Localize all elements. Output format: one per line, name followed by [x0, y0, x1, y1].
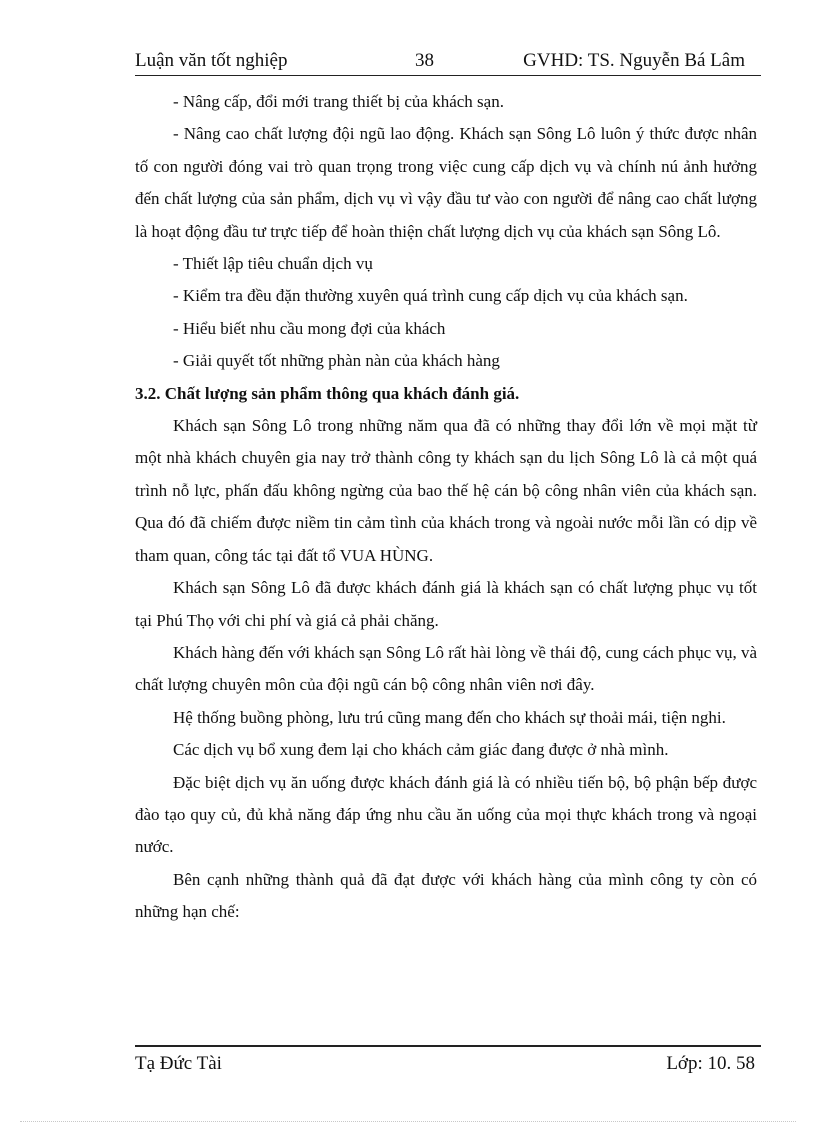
page-footer [135, 1045, 761, 1087]
page-edge-divider [20, 1121, 796, 1122]
bullet-understand-needs: - Hiểu biết nhu cầu mong đợi của khách [173, 318, 446, 338]
page-number: 38 [415, 50, 434, 71]
paragraph: Khách sạn Sông Lô trong những năm qua đã có những thay đổi lớn về mọi mặt từ một nhà khách chuyên gia nay trở thành công ty khách sạn du lịch Sông Lô là cả một quá trình nỗ lực, phấn đấu không ngừng của bao thế hệ cán bộ công nhân viên của khách sạn. Qua đó đã chiếm được niềm tin cảm tình của khách trong và ngoài nước mỗi lần có dịp về tham quan, công tác tại đất tổ VUA HÙNG. [135, 416, 757, 565]
paragraph: Đặc biệt dịch vụ ăn uống được khách đánh giá là có nhiều tiến bộ, bộ phận bếp được đào tạo quy củ, đủ khả năng đáp ứng nhu cầu ăn uống của mọi thực khách trong và ngoại nước. [135, 772, 757, 857]
paragraph: Các dịch vụ bổ xung đem lại cho khách cảm giác đang được ở nhà mình. [173, 740, 669, 760]
footer-class: Lớp: 10. 58 [666, 1053, 755, 1074]
body-text [135, 86, 757, 929]
header-advisor: GVHD: TS. Nguyễn Bá Lâm [523, 50, 745, 71]
paragraph: Bên cạnh những thành quả đã đạt được với khách hàng của mình công ty còn có những hạn chế: [135, 869, 757, 922]
paragraph: Hệ thống buồng phòng, lưu trú cũng mang đến cho khách sự thoải mái, tiện nghi. [173, 707, 726, 727]
bullet-improve-staff: - Nâng cao chất lượng đội ngũ lao động. Khách sạn Sông Lô luôn ý thức được nhân tố con người đóng vai trò quan trọng trong việc cung cấp dịch vụ và chính nú ảnh hưởng đến chất lượng của sản phẩm, dịch vụ vì vậy đầu tư vào con người để nâng cao chất lượng là hoạt động đầu tư trực tiếp để hoàn thiện chất lượng dịch vụ của khách sạn Sông Lô. [135, 124, 757, 241]
paragraph: Khách hàng đến với khách sạn Sông Lô rất hài lòng về thái độ, cung cách phục vụ, và chất lượng chuyên môn của đội ngũ cán bộ công nhân viên nơi đây. [135, 642, 757, 695]
bullet-upgrade-equipment: - Nâng cấp, đổi mới trang thiết bị của khách sạn. [173, 92, 504, 111]
page-header [135, 47, 761, 76]
bullet-resolve-complaints: - Giải quyết tốt những phàn nàn của khách hàng [173, 351, 500, 371]
header-thesis-label: Luận văn tốt nghiệp [135, 50, 288, 71]
section-title: 3.2. Chất lượng sản phẩm thông qua khách đánh giá. [135, 383, 520, 403]
bullet-regular-inspection: - Kiểm tra đều đặn thường xuyên quá trình cung cấp dịch vụ của khách sạn. [173, 286, 688, 306]
paragraph: Khách sạn Sông Lô đã được khách đánh giá là khách sạn có chất lượng phục vụ tốt tại Phú Thọ với chi phí và giá cả phải chăng. [135, 578, 757, 630]
bullet-service-standards: - Thiết lập tiêu chuẩn dịch vụ [173, 254, 373, 274]
footer-author: Tạ Đức Tài [135, 1053, 222, 1074]
